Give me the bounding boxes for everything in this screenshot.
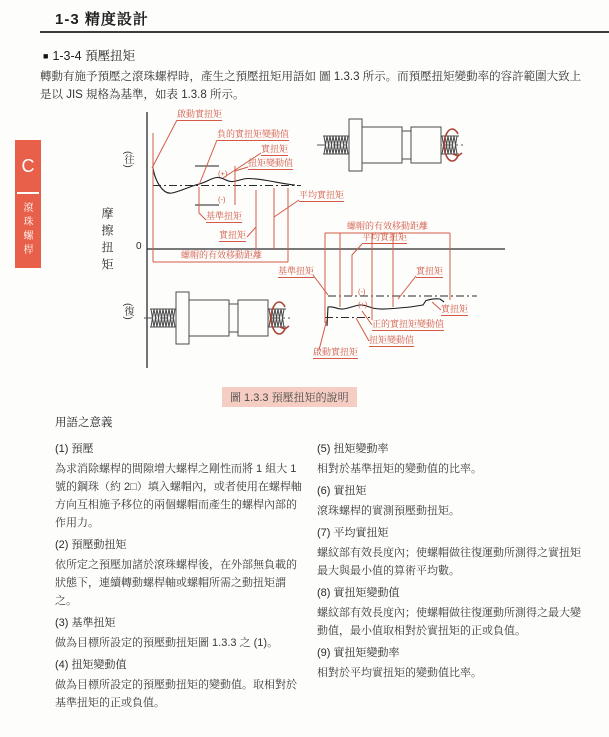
definition-body: 做為目標所設定的預壓動扭矩的變動值。取相對於基準扭矩的正或負值。 bbox=[55, 679, 297, 709]
preload-torque-figure bbox=[95, 105, 607, 385]
label-reference-torque-bottom: 基準扭矩 bbox=[278, 266, 315, 276]
definition-body: 做為目標所設定的預壓動扭矩圖 1.3.3 之 (1)。 bbox=[55, 637, 279, 649]
label-nut-travel-top: 螺帽的有效移動距離 bbox=[181, 250, 263, 260]
definition-body: 相對於平均實扭矩的變動值比率。 bbox=[317, 667, 482, 679]
definition-body: 滾珠螺桿的實測預壓動扭矩。 bbox=[317, 505, 460, 517]
label-minus-top: (-) bbox=[218, 195, 226, 204]
definition-body: 螺紋部有效長度內；使螺帽做往復運動所測得之實扭矩最大與最小值的算術平均數。 bbox=[317, 547, 581, 577]
label-average-torque-bottom: 平均實扭矩 bbox=[362, 232, 408, 242]
ball-screw-drawing-bottom bbox=[144, 292, 290, 344]
section-title: 1-3-4 預壓扭矩 bbox=[52, 49, 136, 63]
label-positive-variation: 正的實扭矩變動值 bbox=[372, 319, 445, 329]
sidebar-tab-letter: C bbox=[21, 156, 35, 176]
ball-screw-drawing-top bbox=[317, 119, 463, 171]
label-torque-variation-top: 扭矩變動值 bbox=[248, 158, 294, 168]
definition-term: (7) 平均實扭矩 bbox=[317, 527, 389, 539]
definition-body: 為求消除螺桿的間隙增大螺桿之剛性而將 1 組大 1 號的鋼珠（約 2□）填入螺帽內，或者使用在螺桿軸方向互相施予移位的兩個螺帽而產生的螺桿內部的作用力。 bbox=[55, 463, 302, 529]
sidebar-tab-label: 滾珠螺桿 bbox=[21, 202, 32, 258]
label-reference-torque-top: 基準扭矩 bbox=[206, 211, 243, 221]
label-actual-torque-4: 實扭矩 bbox=[441, 304, 469, 314]
definition-term: (4) 扭矩變動值 bbox=[55, 659, 127, 671]
label-torque-variation-bottom: 扭矩變動值 bbox=[369, 335, 415, 345]
definition-body: 螺紋部有效長度內；使螺帽做往復運動所測得之最大變動值，最小值取相對於實扭矩的正或負值。 bbox=[317, 607, 581, 637]
definition-term: (5) 扭矩變動率 bbox=[317, 443, 389, 455]
label-start-torque-bottom: 啟動實扭矩 bbox=[313, 347, 359, 357]
axis-label-return: (復) bbox=[122, 303, 133, 320]
definition-body: 依所定之預壓加諸於滾珠螺桿後，在外部無負載的狀態下，連續轉動螺桿軸或螺帽所需之動扭矩謂之。 bbox=[55, 559, 297, 607]
axis-origin: 0 bbox=[136, 241, 142, 252]
sidebar-tab-divider bbox=[17, 192, 39, 194]
section-heading bbox=[43, 46, 135, 64]
label-minus-bottom: (-) bbox=[358, 287, 366, 296]
sidebar-tab-ballscrew bbox=[15, 140, 41, 268]
label-actual-torque-3: 實扭矩 bbox=[416, 266, 444, 276]
definitions-left-column bbox=[55, 436, 303, 714]
definition-term: (2) 預壓動扭矩 bbox=[55, 539, 127, 551]
intro-paragraph: 轉動有施予預壓之滾珠螺桿時，產生之預壓扭矩用語如 圖 1.3.3 所示。而預壓扭矩變動率的容許範圍大致上是以 JIS 規格為基準，如表 1.3.8 所示。 bbox=[40, 71, 582, 101]
definition-term: (9) 實扭矩變動率 bbox=[317, 647, 400, 659]
label-negative-variation: 負的實扭矩變動值 bbox=[217, 129, 290, 139]
axis-label-friction-torque: 摩擦扭矩 bbox=[100, 207, 114, 275]
definition-body: 相對於基準扭矩的變動值的比率。 bbox=[317, 463, 482, 475]
definition-term: (3) 基準扭矩 bbox=[55, 617, 116, 629]
label-plus-bottom: (+) bbox=[358, 300, 368, 309]
definitions-right-column bbox=[317, 436, 585, 684]
chapter-title: 1-3 精度設計 bbox=[55, 11, 149, 28]
figure-caption: 圖 1.3.3 預壓扭矩的說明 bbox=[222, 387, 357, 407]
definition-term: (1) 預壓 bbox=[55, 443, 94, 455]
label-average-torque-top: 平均實扭矩 bbox=[299, 190, 345, 200]
definition-term: (8) 實扭矩變動值 bbox=[317, 587, 400, 599]
definition-term: (6) 實扭矩 bbox=[317, 485, 367, 497]
section-bullet-icon: ■ bbox=[43, 51, 49, 61]
definitions-heading: 用語之意義 bbox=[55, 417, 113, 429]
label-nut-travel-bottom: 螺帽的有效移動距離 bbox=[347, 221, 429, 231]
label-plus-top: (+) bbox=[218, 169, 228, 178]
axis-label-forward: (往) bbox=[122, 151, 133, 168]
chapter-rule bbox=[40, 31, 609, 33]
label-actual-torque-1: 實扭矩 bbox=[261, 144, 289, 154]
label-start-torque-top: 啟動實扭矩 bbox=[177, 109, 223, 119]
figure-linework bbox=[95, 105, 607, 385]
label-actual-torque-2: 實扭矩 bbox=[219, 230, 247, 240]
